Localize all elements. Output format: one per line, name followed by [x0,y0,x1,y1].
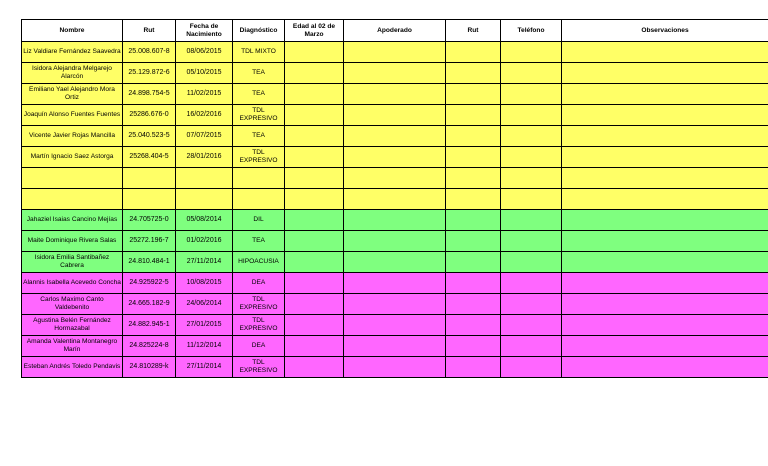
cell-fecha-nacimiento[interactable]: 07/07/2015 [176,126,233,147]
cell-rut-apoderado[interactable] [446,189,501,210]
cell-apoderado[interactable] [344,252,446,273]
table-row [22,168,768,189]
cell-diagnostico[interactable]: DEA [233,273,285,294]
cell-fecha-nacimiento[interactable]: 05/08/2014 [176,210,233,231]
cell-nombre[interactable]: Martín Ignacio Saez Astorga [22,147,123,168]
cell-fecha-nacimiento[interactable]: 27/11/2014 [176,357,233,378]
cell-rut-apoderado[interactable] [446,273,501,294]
cell-apoderado[interactable] [344,231,446,252]
cell-diagnostico[interactable]: TDL EXPRESIVO [233,315,285,336]
cell-nombre[interactable]: Carlos Maximo Canto Valdebenito [22,294,123,315]
cell-fecha-nacimiento[interactable]: 11/02/2015 [176,84,233,105]
cell-observaciones[interactable] [562,189,768,210]
cell-edad[interactable] [285,294,344,315]
cell-rut[interactable] [123,168,176,189]
cell-edad[interactable] [285,189,344,210]
cell-edad[interactable] [285,63,344,84]
header-rut-apoderado: Rut [446,20,501,42]
cell-nombre[interactable]: Emiliano Yael Alejandro Mora Ortiz [22,84,123,105]
cell-diagnostico[interactable]: TDL EXPRESIVO [233,294,285,315]
cell-nombre[interactable]: Vicente Javier Rojas Mancilla [22,126,123,147]
cell-edad[interactable] [285,105,344,126]
cell-rut-apoderado[interactable] [446,315,501,336]
cell-edad[interactable] [285,210,344,231]
cell-telefono[interactable] [501,357,562,378]
cell-edad[interactable] [285,252,344,273]
cell-diagnostico[interactable]: DIL [233,210,285,231]
cell-edad[interactable] [285,42,344,63]
cell-diagnostico[interactable]: HIPOACUSIA [233,252,285,273]
cell-rut[interactable]: 24.882.945-1 [123,315,176,336]
cell-fecha-nacimiento[interactable]: 10/08/2015 [176,273,233,294]
cell-nombre[interactable] [22,189,123,210]
cell-fecha-nacimiento[interactable]: 01/02/2016 [176,231,233,252]
table-row [22,336,768,357]
cell-fecha-nacimiento[interactable]: 11/12/2014 [176,336,233,357]
cell-nombre[interactable]: Alannis Isabella Acevedo Concha [22,273,123,294]
cell-observaciones[interactable] [562,210,768,231]
cell-apoderado[interactable] [344,63,446,84]
cell-observaciones[interactable] [562,252,768,273]
table-row [22,126,768,147]
students-table [21,19,768,378]
cell-apoderado[interactable] [344,273,446,294]
cell-diagnostico[interactable] [233,168,285,189]
cell-edad[interactable] [285,357,344,378]
cell-telefono[interactable] [501,63,562,84]
cell-observaciones[interactable] [562,231,768,252]
cell-edad[interactable] [285,168,344,189]
cell-diagnostico[interactable]: TEA [233,63,285,84]
cell-nombre[interactable]: Jahaziel Isaias Cancino Mejías [22,210,123,231]
cell-telefono[interactable] [501,189,562,210]
cell-rut[interactable]: 24.810.484-1 [123,252,176,273]
table-body [22,42,768,378]
cell-rut-apoderado[interactable] [446,168,501,189]
header-apoderado: Apoderado [344,20,446,42]
cell-rut-apoderado[interactable] [446,126,501,147]
header-nombre: Nombre [22,20,123,42]
cell-rut-apoderado[interactable] [446,210,501,231]
header-fecha-nacimiento: Fecha de Nacimiento [176,20,233,42]
cell-telefono[interactable] [501,210,562,231]
cell-nombre[interactable]: Amanda Valentina Montanegro Marín [22,336,123,357]
cell-telefono[interactable] [501,315,562,336]
cell-diagnostico[interactable]: TDL EXPRESIVO [233,147,285,168]
cell-telefono[interactable] [501,147,562,168]
table-row [22,105,768,126]
cell-rut-apoderado[interactable] [446,357,501,378]
cell-edad[interactable] [285,84,344,105]
cell-diagnostico[interactable]: TEA [233,231,285,252]
cell-telefono[interactable] [501,336,562,357]
cell-fecha-nacimiento[interactable]: 27/11/2014 [176,252,233,273]
cell-rut[interactable]: 25272.196-7 [123,231,176,252]
header-edad: Edad al 02 de Marzo [285,20,344,42]
cell-rut-apoderado[interactable] [446,105,501,126]
cell-rut-apoderado[interactable] [446,147,501,168]
cell-observaciones[interactable] [562,273,768,294]
cell-fecha-nacimiento[interactable]: 05/10/2015 [176,63,233,84]
cell-telefono[interactable] [501,105,562,126]
table-row [22,294,768,315]
cell-rut[interactable]: 25.040.523-5 [123,126,176,147]
cell-rut[interactable]: 25268.404-5 [123,147,176,168]
cell-fecha-nacimiento[interactable] [176,168,233,189]
cell-observaciones[interactable] [562,126,768,147]
cell-observaciones[interactable] [562,168,768,189]
cell-rut-apoderado[interactable] [446,63,501,84]
cell-apoderado[interactable] [344,189,446,210]
cell-observaciones[interactable] [562,336,768,357]
cell-apoderado[interactable] [344,315,446,336]
cell-telefono[interactable] [501,168,562,189]
cell-rut-apoderado[interactable] [446,231,501,252]
cell-rut[interactable]: 24.810289-k [123,357,176,378]
cell-edad[interactable] [285,147,344,168]
table-row [22,252,768,273]
student-sheet [21,19,768,378]
cell-apoderado[interactable] [344,42,446,63]
cell-nombre[interactable]: Esteban Andrés Toledo Pendavis [22,357,123,378]
table-row [22,210,768,231]
cell-nombre[interactable]: Isidora Alejandra Melgarejo Alarcón [22,63,123,84]
cell-telefono[interactable] [501,294,562,315]
header-telefono: Teléfono [501,20,562,42]
cell-rut-apoderado[interactable] [446,42,501,63]
cell-telefono[interactable] [501,126,562,147]
cell-fecha-nacimiento[interactable]: 27/01/2015 [176,315,233,336]
cell-rut[interactable]: 24.665.182-9 [123,294,176,315]
cell-apoderado[interactable] [344,336,446,357]
cell-telefono[interactable] [501,273,562,294]
cell-apoderado[interactable] [344,210,446,231]
cell-nombre[interactable]: Liz Valdiare Fernández Saavedra [22,42,123,63]
table-row [22,231,768,252]
cell-nombre[interactable]: Maite Dominique Rivera Salas [22,231,123,252]
cell-rut[interactable] [123,189,176,210]
table-row [22,147,768,168]
cell-rut-apoderado[interactable] [446,336,501,357]
header-diagnostico: Diagnóstico [233,20,285,42]
cell-edad[interactable] [285,126,344,147]
cell-diagnostico[interactable] [233,189,285,210]
table-row [22,63,768,84]
cell-diagnostico[interactable]: TEA [233,84,285,105]
cell-edad[interactable] [285,315,344,336]
cell-observaciones[interactable] [562,357,768,378]
cell-edad[interactable] [285,336,344,357]
cell-telefono[interactable] [501,252,562,273]
cell-nombre[interactable]: Agustina Belén Fernández Hormazabal [22,315,123,336]
cell-rut[interactable]: 24.925922-5 [123,273,176,294]
cell-fecha-nacimiento[interactable]: 28/01/2016 [176,147,233,168]
table-row [22,273,768,294]
header-rut: Rut [123,20,176,42]
cell-observaciones[interactable] [562,294,768,315]
cell-rut[interactable]: 24.825224-8 [123,336,176,357]
cell-telefono[interactable] [501,84,562,105]
table-row [22,84,768,105]
cell-apoderado[interactable] [344,147,446,168]
cell-observaciones[interactable] [562,147,768,168]
cell-edad[interactable] [285,273,344,294]
cell-telefono[interactable] [501,42,562,63]
cell-rut-apoderado[interactable] [446,84,501,105]
cell-apoderado[interactable] [344,357,446,378]
cell-fecha-nacimiento[interactable]: 16/02/2016 [176,105,233,126]
cell-rut[interactable]: 24.705725-0 [123,210,176,231]
cell-fecha-nacimiento[interactable]: 08/06/2015 [176,42,233,63]
cell-observaciones[interactable] [562,105,768,126]
table-row [22,42,768,63]
cell-apoderado[interactable] [344,294,446,315]
cell-diagnostico[interactable]: DEA [233,336,285,357]
table-row [22,189,768,210]
cell-nombre[interactable]: Isidora Emilia Santibañez Cabrera [22,252,123,273]
cell-rut-apoderado[interactable] [446,294,501,315]
cell-observaciones[interactable] [562,63,768,84]
cell-observaciones[interactable] [562,42,768,63]
cell-fecha-nacimiento[interactable]: 24/06/2014 [176,294,233,315]
cell-diagnostico[interactable]: TDL MIXTO [233,42,285,63]
cell-apoderado[interactable] [344,105,446,126]
header-observaciones: Observaciones [562,20,768,42]
cell-apoderado[interactable] [344,84,446,105]
cell-fecha-nacimiento[interactable] [176,189,233,210]
cell-telefono[interactable] [501,231,562,252]
table-row [22,315,768,336]
cell-rut[interactable]: 25.008.607-8 [123,42,176,63]
cell-nombre[interactable]: Joaquín Alonso Fuentes Fuentes [22,105,123,126]
cell-observaciones[interactable] [562,315,768,336]
cell-diagnostico[interactable]: TDL EXPRESIVO [233,357,285,378]
cell-diagnostico[interactable]: TEA [233,126,285,147]
cell-apoderado[interactable] [344,168,446,189]
cell-rut[interactable]: 24.898.754-5 [123,84,176,105]
header-row [22,20,768,42]
cell-apoderado[interactable] [344,126,446,147]
cell-rut[interactable]: 25.129.872-6 [123,63,176,84]
cell-observaciones[interactable] [562,84,768,105]
cell-rut-apoderado[interactable] [446,252,501,273]
cell-edad[interactable] [285,231,344,252]
cell-rut[interactable]: 25286.676-0 [123,105,176,126]
table-row [22,357,768,378]
cell-nombre[interactable] [22,168,123,189]
cell-diagnostico[interactable]: TDL EXPRESIVO [233,105,285,126]
